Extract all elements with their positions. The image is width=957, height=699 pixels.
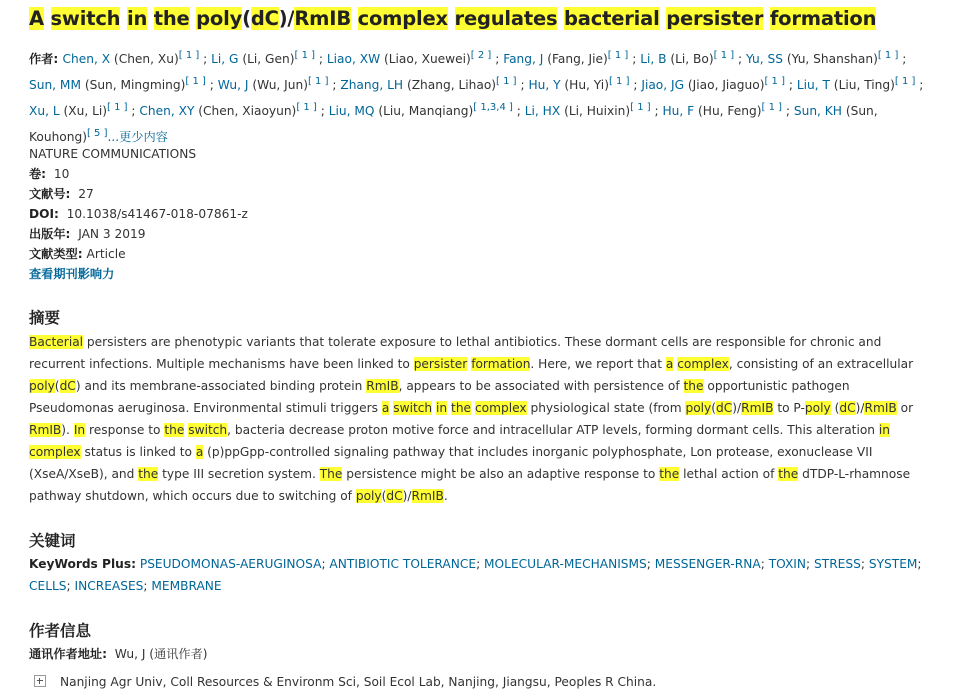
doi-label: DOI: [29, 207, 59, 221]
pub-date-row [29, 224, 248, 244]
author-separator: ; [629, 78, 642, 92]
author-affiliation-ref[interactable]: [ 1 ] [894, 76, 916, 87]
abstract-highlight: The [319, 467, 343, 481]
abstract-text: )/ [855, 401, 865, 415]
doi-value: 10.1038/s41467-018-07861-z [66, 207, 248, 221]
keyword-link[interactable]: TOXIN [768, 557, 807, 571]
title-text [448, 7, 455, 30]
keyword-link[interactable]: CELLS [29, 579, 67, 593]
author-link[interactable]: Hu, F [662, 104, 695, 118]
author-separator: ; [127, 104, 140, 118]
title-highlight: switch [50, 7, 121, 30]
author-separator: ; [628, 52, 641, 66]
author-affiliation-ref[interactable]: [ 1 ] [296, 102, 317, 113]
abstract-highlight: a [381, 401, 390, 415]
author-full-name: (Hu, Feng) [694, 104, 762, 118]
author-link[interactable]: Liu, T [796, 78, 830, 92]
doc-type-row [29, 244, 248, 264]
author-separator: ; [516, 78, 529, 92]
abstract-highlight: RmIB [741, 401, 774, 415]
author-link[interactable]: Chen, X [62, 52, 111, 66]
title-highlight: RmIB [294, 7, 352, 30]
authors-block [29, 46, 934, 150]
title-highlight: formation [769, 7, 877, 30]
abstract-text: (p)ppGpp-controlled signaling pathway that includes inorganic polyphosphate, Lon protease, exonuclease VII (XseA/XseB), and [29, 445, 873, 481]
abstract-highlight: switch [188, 423, 228, 437]
corresponding-label: 通讯作者地址: [29, 647, 107, 661]
author-affiliation-ref[interactable]: [ 1 ] [185, 76, 206, 87]
title-text: ( [242, 7, 251, 30]
abstract-text: ( [830, 401, 840, 415]
keyword-separator: ; [860, 557, 865, 571]
keyword-separator: ; [66, 579, 71, 593]
abstract-text: dTDP-L-rhamnose pathway shutdown, which occurs due to switching of [29, 467, 911, 503]
abstract-highlight: RmIB [29, 423, 62, 437]
title-highlight: persister [666, 7, 764, 30]
author-affiliation-ref[interactable]: [ 1 ] [713, 50, 735, 61]
author-info-heading: 作者信息 [29, 622, 92, 640]
abstract-highlight: poly [685, 401, 712, 415]
author-link[interactable]: Wu, J [217, 78, 249, 92]
volume-row [29, 164, 248, 184]
abstract-highlight: in [436, 401, 448, 415]
abstract-text [29, 331, 934, 507]
abstract-highlight: RmIB [411, 489, 444, 503]
abstract-highlight: Bacterial [29, 335, 84, 349]
author-affiliation-ref[interactable]: [ 2 ] [470, 50, 492, 61]
abstract-heading: 摘要 [29, 309, 61, 327]
abstract-text: . [443, 489, 448, 503]
keywords-plus-label: KeyWords Plus: [29, 557, 136, 571]
abstract-text: status is linked to [80, 445, 196, 459]
author-link[interactable]: Sun, MM [29, 78, 81, 92]
author-link[interactable]: Zhang, LH [340, 78, 404, 92]
author-separator: ; [512, 104, 525, 118]
abstract-highlight: a [195, 445, 204, 459]
author-affiliation-ref[interactable]: [ 5 ] [86, 128, 108, 139]
keyword-link[interactable]: MEMBRANE [151, 579, 222, 593]
keyword-separator: ; [806, 557, 811, 571]
abstract-text: ( [711, 401, 717, 415]
keyword-link[interactable]: SYSTEM [868, 557, 918, 571]
abstract-highlight: dC [716, 401, 733, 415]
title-text [120, 7, 127, 30]
author-full-name: (Xu, Li) [59, 104, 108, 118]
abstract-highlight: RmIB [864, 401, 897, 415]
author-affiliation-ref[interactable]: [ 1 ] [107, 102, 128, 113]
author-link[interactable]: Sun, KH [793, 104, 842, 118]
title-highlight: in [126, 7, 148, 30]
doi-row [29, 204, 248, 224]
abstract-text: opportunistic pathogen Pseudomonas aeruginosa. Environmental stimuli triggers [29, 379, 850, 415]
abstract-text: , bacteria decrease proton motive force and intracellular ATP levels, forming dormant cells. This alteration [227, 423, 879, 437]
doc-type-value: Article [86, 247, 126, 261]
author-affiliation-ref[interactable]: [ 1 ] [877, 50, 899, 61]
author-link[interactable]: Xu, L [29, 104, 60, 118]
keyword-link[interactable]: MESSENGER-RNA [654, 557, 761, 571]
abstract-text: )/ [732, 401, 742, 415]
title-highlight: A [29, 7, 44, 30]
abstract-text: physiological state (from [526, 401, 686, 415]
abstract-highlight: complex [29, 445, 81, 459]
authors-label: 作者: [29, 52, 63, 66]
author-full-name: (Yu, Shanshan) [783, 52, 878, 66]
abstract-highlight: the [659, 467, 680, 481]
abstract-highlight: persister [413, 357, 468, 371]
journal-impact-link[interactable]: 查看期刊影响力 [29, 267, 115, 281]
abstract-highlight: switch [393, 401, 433, 415]
author-full-name: (Zhang, Lihao) [403, 78, 497, 92]
author-separator: ; [315, 52, 327, 66]
author-link[interactable]: Li, B [640, 52, 667, 66]
author-link[interactable]: Yu, SS [746, 52, 784, 66]
author-full-name: (Sun, Kouhong) [29, 104, 878, 144]
title-text [351, 7, 358, 30]
show-fewer-authors-link[interactable]: ...更少内容 [107, 130, 168, 144]
author-affiliation-ref[interactable]: [ 1 ] [307, 76, 329, 87]
article-title [29, 6, 934, 32]
expand-plus-icon[interactable] [34, 675, 46, 687]
author-affiliation-ref[interactable]: [ 1 ] [178, 50, 200, 61]
abstract-highlight: In [73, 423, 86, 437]
author-separator: ; [898, 52, 907, 66]
abstract-text: ( [54, 379, 60, 393]
abstract-highlight: poly [29, 379, 55, 393]
author-link[interactable]: Liao, XW [326, 52, 381, 66]
journal-name: NATURE COMMUNICATIONS [29, 147, 197, 161]
title-highlight: dC [250, 7, 279, 30]
keyword-separator: ; [476, 557, 481, 571]
title-text [44, 7, 51, 30]
abstract-text: ). [61, 423, 74, 437]
abstract-text: response to [85, 423, 165, 437]
keywords-heading: 关键词 [29, 532, 76, 550]
author-full-name: (Li, Bo) [666, 52, 714, 66]
title-highlight: complex [357, 7, 448, 30]
abstract-highlight: the [451, 401, 472, 415]
abstract-text: persistence might be also an adaptive response to [342, 467, 660, 481]
author-full-name: (Li, Gen) [238, 52, 295, 66]
keyword-link[interactable]: STRESS [814, 557, 861, 571]
keywords-block [29, 553, 934, 597]
author-full-name: (Hu, Yi) [560, 78, 609, 92]
abstract-highlight: a [665, 357, 674, 371]
abstract-highlight: dC [59, 379, 76, 393]
article-number-row [29, 184, 248, 204]
keyword-link[interactable]: MOLECULAR-MECHANISMS [484, 557, 647, 571]
author-link[interactable]: Li, G [211, 52, 239, 66]
title-highlight: bacterial [564, 7, 660, 30]
abstract-highlight: formation [471, 357, 531, 371]
author-separator: ; [734, 52, 747, 66]
abstract-text: , appears to be associated with persistence of [398, 379, 684, 393]
abstract-text: . Here, we report that [530, 357, 666, 371]
author-full-name: (Wu, Jun) [248, 78, 308, 92]
author-affiliation-ref[interactable]: [ 1 ] [764, 76, 785, 87]
author-full-name: (Chen, Xiaoyun) [194, 104, 297, 118]
keyword-link[interactable]: INCREASES [74, 579, 144, 593]
author-affiliation-ref[interactable]: [ 1 ] [496, 76, 517, 87]
author-separator: ; [784, 78, 797, 92]
author-link[interactable]: Hu, Y [528, 78, 561, 92]
article-number-value: 27 [78, 187, 94, 201]
source-metadata [29, 144, 248, 284]
title-highlight: poly [196, 7, 243, 30]
author-full-name: (Liu, Ting) [829, 78, 895, 92]
author-full-name: (Chen, Xu) [110, 52, 179, 66]
author-link[interactable]: Chen, XY [139, 104, 195, 118]
title-highlight: the [153, 7, 190, 30]
abstract-highlight: the [138, 467, 159, 481]
abstract-text: or [896, 401, 914, 415]
abstract-text: to P- [773, 401, 805, 415]
abstract-highlight: the [778, 467, 799, 481]
corresponding-value: Wu, J (通讯作者) [114, 647, 208, 661]
abstract-highlight: the [683, 379, 704, 393]
corresponding-address [29, 644, 208, 664]
author-separator: ; [650, 104, 663, 118]
abstract-highlight: the [164, 423, 185, 437]
abstract-highlight: dC [839, 401, 856, 415]
abstract-highlight: complex [677, 357, 729, 371]
keyword-separator: ; [321, 557, 326, 571]
pub-date-label: 出版年: [29, 227, 71, 241]
keyword-link[interactable]: ANTIBIOTIC TOLERANCE [329, 557, 477, 571]
keyword-separator: ; [143, 579, 148, 593]
author-separator: ; [491, 52, 504, 66]
author-separator: ; [328, 78, 341, 92]
author-affiliation-ref[interactable]: [ 1 ] [607, 50, 629, 61]
author-link[interactable]: Fang, J [503, 52, 544, 66]
title-text: )/ [278, 7, 295, 30]
keyword-separator: ; [646, 557, 651, 571]
author-full-name: (Jiao, Jiaguo) [684, 78, 765, 92]
author-affiliation-ref[interactable]: [ 1 ] [294, 50, 316, 61]
author-full-name: (Liu, Manqiang) [374, 104, 474, 118]
article-number-label: 文献号: [29, 187, 71, 201]
title-text [147, 7, 154, 30]
abstract-text: ) and its membrane-associated binding protein [75, 379, 367, 393]
abstract-text: persisters are phenotypic variants that tolerate exposure to lethal antibiotics. These dormant cells are responsible for chronic and recurrent infections. Multiple mechanisms have been linked to [29, 335, 882, 371]
author-full-name: (Fang, Jie) [543, 52, 608, 66]
volume-label: 卷: [29, 167, 47, 181]
author-link[interactable]: Liu, MQ [328, 104, 375, 118]
author-full-name: (Liao, Xuewei) [380, 52, 471, 66]
abstract-text: lethal action of [679, 467, 779, 481]
author-separator: ; [915, 78, 924, 92]
institution-row [34, 672, 656, 692]
author-link[interactable]: Li, HX [524, 104, 561, 118]
title-text [763, 7, 770, 30]
abstract-text: , consisting of an extracellular [728, 357, 914, 371]
author-separator: ; [199, 52, 212, 66]
author-link[interactable]: Jiao, JG [641, 78, 685, 92]
institution-address: Nanjing Agr Univ, Coll Resources & Environm Sci, Soil Ecol Lab, Nanjing, Jiangsu, Peoples R China. [60, 675, 657, 689]
author-full-name: (Sun, Mingming) [80, 78, 186, 92]
author-separator: ; [782, 104, 794, 118]
author-separator: ; [205, 78, 218, 92]
abstract-highlight: dC [386, 489, 403, 503]
abstract-text: )/ [402, 489, 412, 503]
keyword-separator: ; [760, 557, 765, 571]
pub-date-value: JAN 3 2019 [78, 227, 146, 241]
doc-type-label: 文献类型: [29, 247, 83, 261]
volume-value: 10 [53, 167, 70, 181]
author-affiliation-ref[interactable]: [ 1,3,4 ] [473, 102, 513, 113]
abstract-text: ( [381, 489, 387, 503]
author-separator: ; [316, 104, 329, 118]
abstract-highlight: in [878, 423, 891, 437]
title-highlight: regulates [454, 7, 558, 30]
abstract-highlight: RmIB [366, 379, 399, 393]
keyword-link[interactable]: PSEUDOMONAS-AERUGINOSA [139, 557, 322, 571]
abstract-highlight: poly [804, 401, 831, 415]
author-affiliation-ref[interactable]: [ 1 ] [608, 76, 630, 87]
keyword-separator: ; [917, 557, 922, 571]
author-affiliation-ref[interactable]: [ 1 ] [630, 102, 651, 113]
author-affiliation-ref[interactable]: [ 1 ] [761, 102, 783, 113]
abstract-text: type III secretion system. [158, 467, 320, 481]
abstract-highlight: complex [474, 401, 527, 415]
author-full-name: (Li, Huixin) [560, 104, 631, 118]
abstract-highlight: poly [355, 489, 382, 503]
